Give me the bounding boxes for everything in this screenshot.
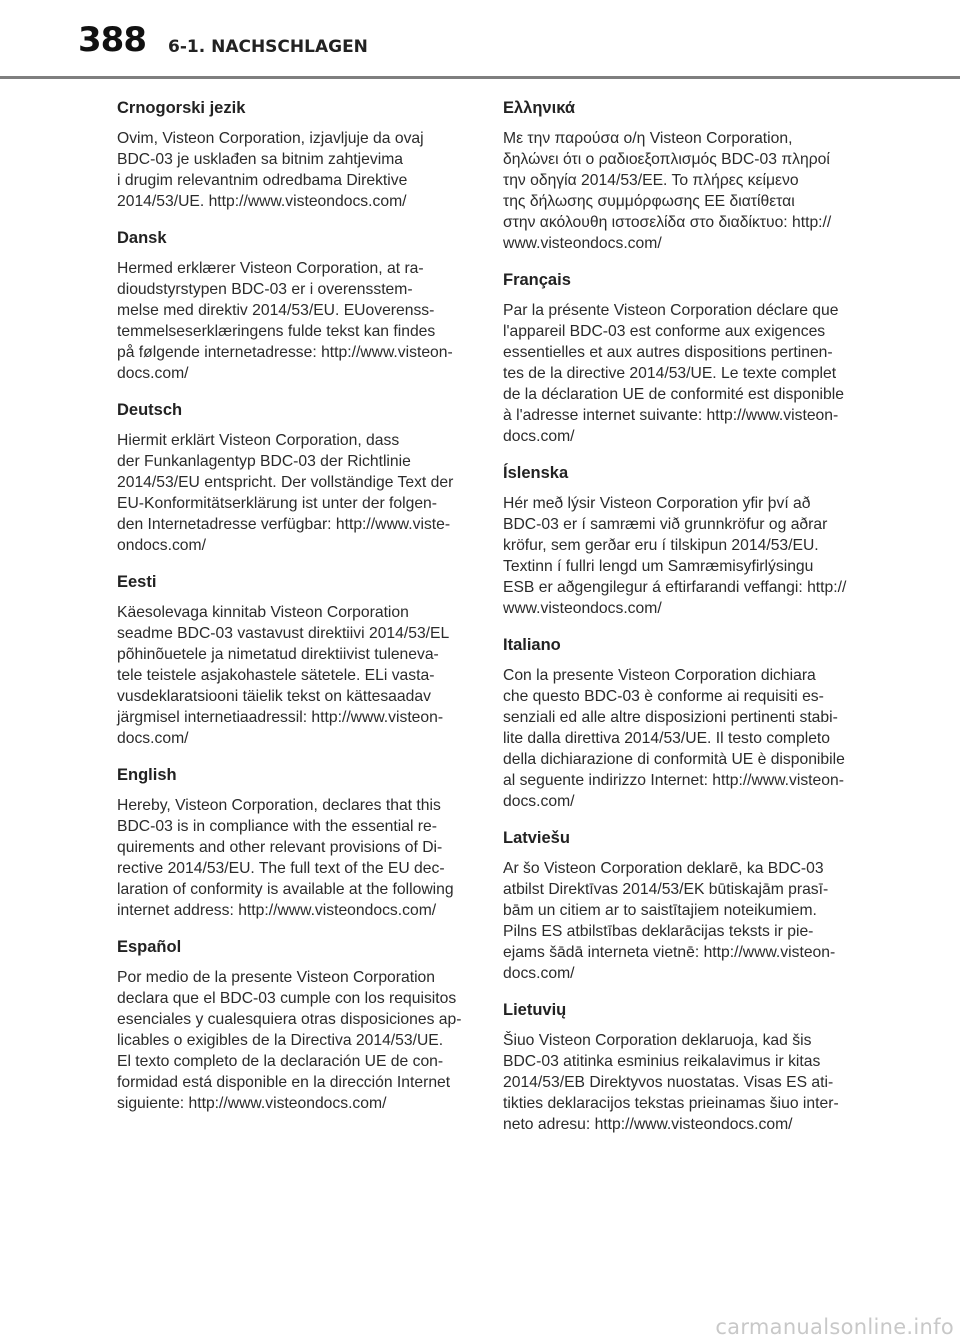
section-islenska — [503, 462, 855, 619]
section-italiano — [503, 634, 855, 812]
section-heading: Español — [117, 938, 182, 956]
section-text: Käesolevaga kinnitab Visteon Corporation seadme BDC-03 vastavust direktiivi 2014/53/EL põhinõuetele ja nimetatud direktiivist tuleneva- tele teistele asjakohastele sätetele. ELi vasta- vusdeklaratsiooni täielik tekst on kättesaadav järgmisel internetiaadressil: http://www.visteon- docs.com/ — [117, 604, 450, 747]
section-deutsch — [117, 399, 467, 556]
page-number: 388 — [78, 20, 146, 60]
section-heading: Latviešu — [503, 829, 570, 847]
right-column — [503, 97, 855, 1150]
page-header — [0, 0, 960, 80]
chapter-title: 6-1. NACHSCHLAGEN — [168, 37, 368, 57]
section-heading: English — [117, 766, 177, 784]
section-text: Con la presente Visteon Corporation dichiara che questo BDC-03 è conforme ai requisiti es- senziali ed alle altre disposizioni pertinenti stabi- lite dalla direttiva 2014/53/UE. Il testo completo della dichiarazione di conformità UE è disponibile al seguente indirizzo Internet: http://www.visteon- docs.com/ — [503, 667, 845, 810]
section-heading: Eesti — [117, 573, 157, 591]
section-text: Ovim, Visteon Corporation, izjavljuje da ovaj BDC-03 je usklađen sa bitnim zahtjevima i drugim relevantnim odredbama Direktive 2014/53/UE. http://www.visteondocs.com/ — [117, 130, 424, 210]
section-latviesu — [503, 827, 855, 984]
section-dansk — [117, 227, 467, 384]
section-crnogorski — [117, 97, 467, 212]
section-text: Hér með lýsir Visteon Corporation yfir því að BDC-03 er í samræmi við grunnkröfur og aðrar kröfur, sem gerðar eru í tilskipun 2014/53/EU. Textinn í fullri lengd um Samræmisyfirlýsingu ESB er aðgengilegur á eftirfarandi veffangi: http:// www.visteondocs.com/ — [503, 495, 847, 617]
section-espanol — [117, 936, 467, 1114]
section-heading: Lietuvių — [503, 1001, 567, 1019]
section-francais — [503, 269, 855, 447]
section-text: Με την παρούσα ο/η Visteon Corporation, δηλώνει ότι ο ραδιοεξοπλισμός BDC-03 πληροί την οδηγία 2014/53/ΕΕ. Το πλήρες κείμενο της δήλωσης συμμόρφωσης ΕΕ διατίθεται στην ακόλουθη ιστοσελίδα στο διαδίκτυο: http:// www.visteondocs.com/ — [503, 130, 832, 252]
section-ellinika — [503, 97, 855, 254]
section-text: Ar šo Visteon Corporation deklarē, ka BDC-03 atbilst Direktīvas 2014/53/EK būtiskajām prasī- bām un citiem ar to saistītajiem noteikumiem. Pilns ES atbilstības deklarācijas teksts ir pie- ejams šādā interneta vietnē: http://www.visteon- docs.com/ — [503, 860, 836, 982]
section-heading: Ελληνικά — [503, 99, 575, 117]
section-text: Par la présente Visteon Corporation déclare que l'appareil BDC-03 est conforme aux exigences essentielles et aux autres dispositions pertinen- tes de la directive 2014/53/UE. Le texte complet de la déclaration UE de conformité est disponible à l'adresse internet suivante: http://www.visteon- docs.com/ — [503, 302, 844, 445]
section-text: Por medio de la presente Visteon Corporation declara que el BDC-03 cumple con los requisitos esenciales y cualesquiera otras disposiciones ap- licables o exigibles de la Directiva 2014/53/UE. El texto completo de la declaración UE de con- formidad está disponible en la dirección Internet siguiente: http://www.visteondocs.com/ — [117, 969, 462, 1112]
section-heading: Crnogorski jezik — [117, 99, 246, 117]
header-rule — [0, 76, 960, 79]
watermark-text: carmanualsonline.info — [715, 1315, 954, 1339]
section-text: Hereby, Visteon Corporation, declares that this BDC-03 is in compliance with the essential re- quirements and other relevant provisions of Di- rective 2014/53/EU. The full text of the EU dec- laration of conformity is available at the following internet address: http://www.visteondocs.com/ — [117, 797, 454, 919]
section-text: Hermed erklærer Visteon Corporation, at ra- dioudstyrstypen BDC-03 er i overensstem- melse med direktiv 2014/53/EU. EUoverenss- temmelseserklæringens fulde tekst kan findes på følgende internetadresse: http://www.visteon- docs.com/ — [117, 260, 453, 382]
section-heading: Français — [503, 271, 571, 289]
section-lietuviu — [503, 999, 855, 1135]
section-eesti — [117, 571, 467, 749]
section-heading: Italiano — [503, 636, 561, 654]
section-heading: Deutsch — [117, 401, 183, 419]
left-column — [117, 97, 467, 1129]
section-english — [117, 764, 467, 921]
section-heading: Íslenska — [503, 464, 569, 482]
section-text: Hiermit erklärt Visteon Corporation, dass der Funkanlagentyp BDC-03 der Richtlinie 2014/53/EU entspricht. Der vollständige Text der EU-Konformitätserklärung ist unter der folgen- den Internetadresse verfügbar: http://www.viste- ondocs.com/ — [117, 432, 454, 554]
section-heading: Dansk — [117, 229, 167, 247]
section-text: Šiuo Visteon Corporation deklaruoja, kad šis BDC-03 atitinka esminius reikalavimus ir kitas 2014/53/EB Direktyvos nuostatas. Visas ES ati- tikties deklaracijos tekstas prieinamas šiuo inter- neto adresu: http://www.visteondocs.com/ — [503, 1032, 839, 1133]
